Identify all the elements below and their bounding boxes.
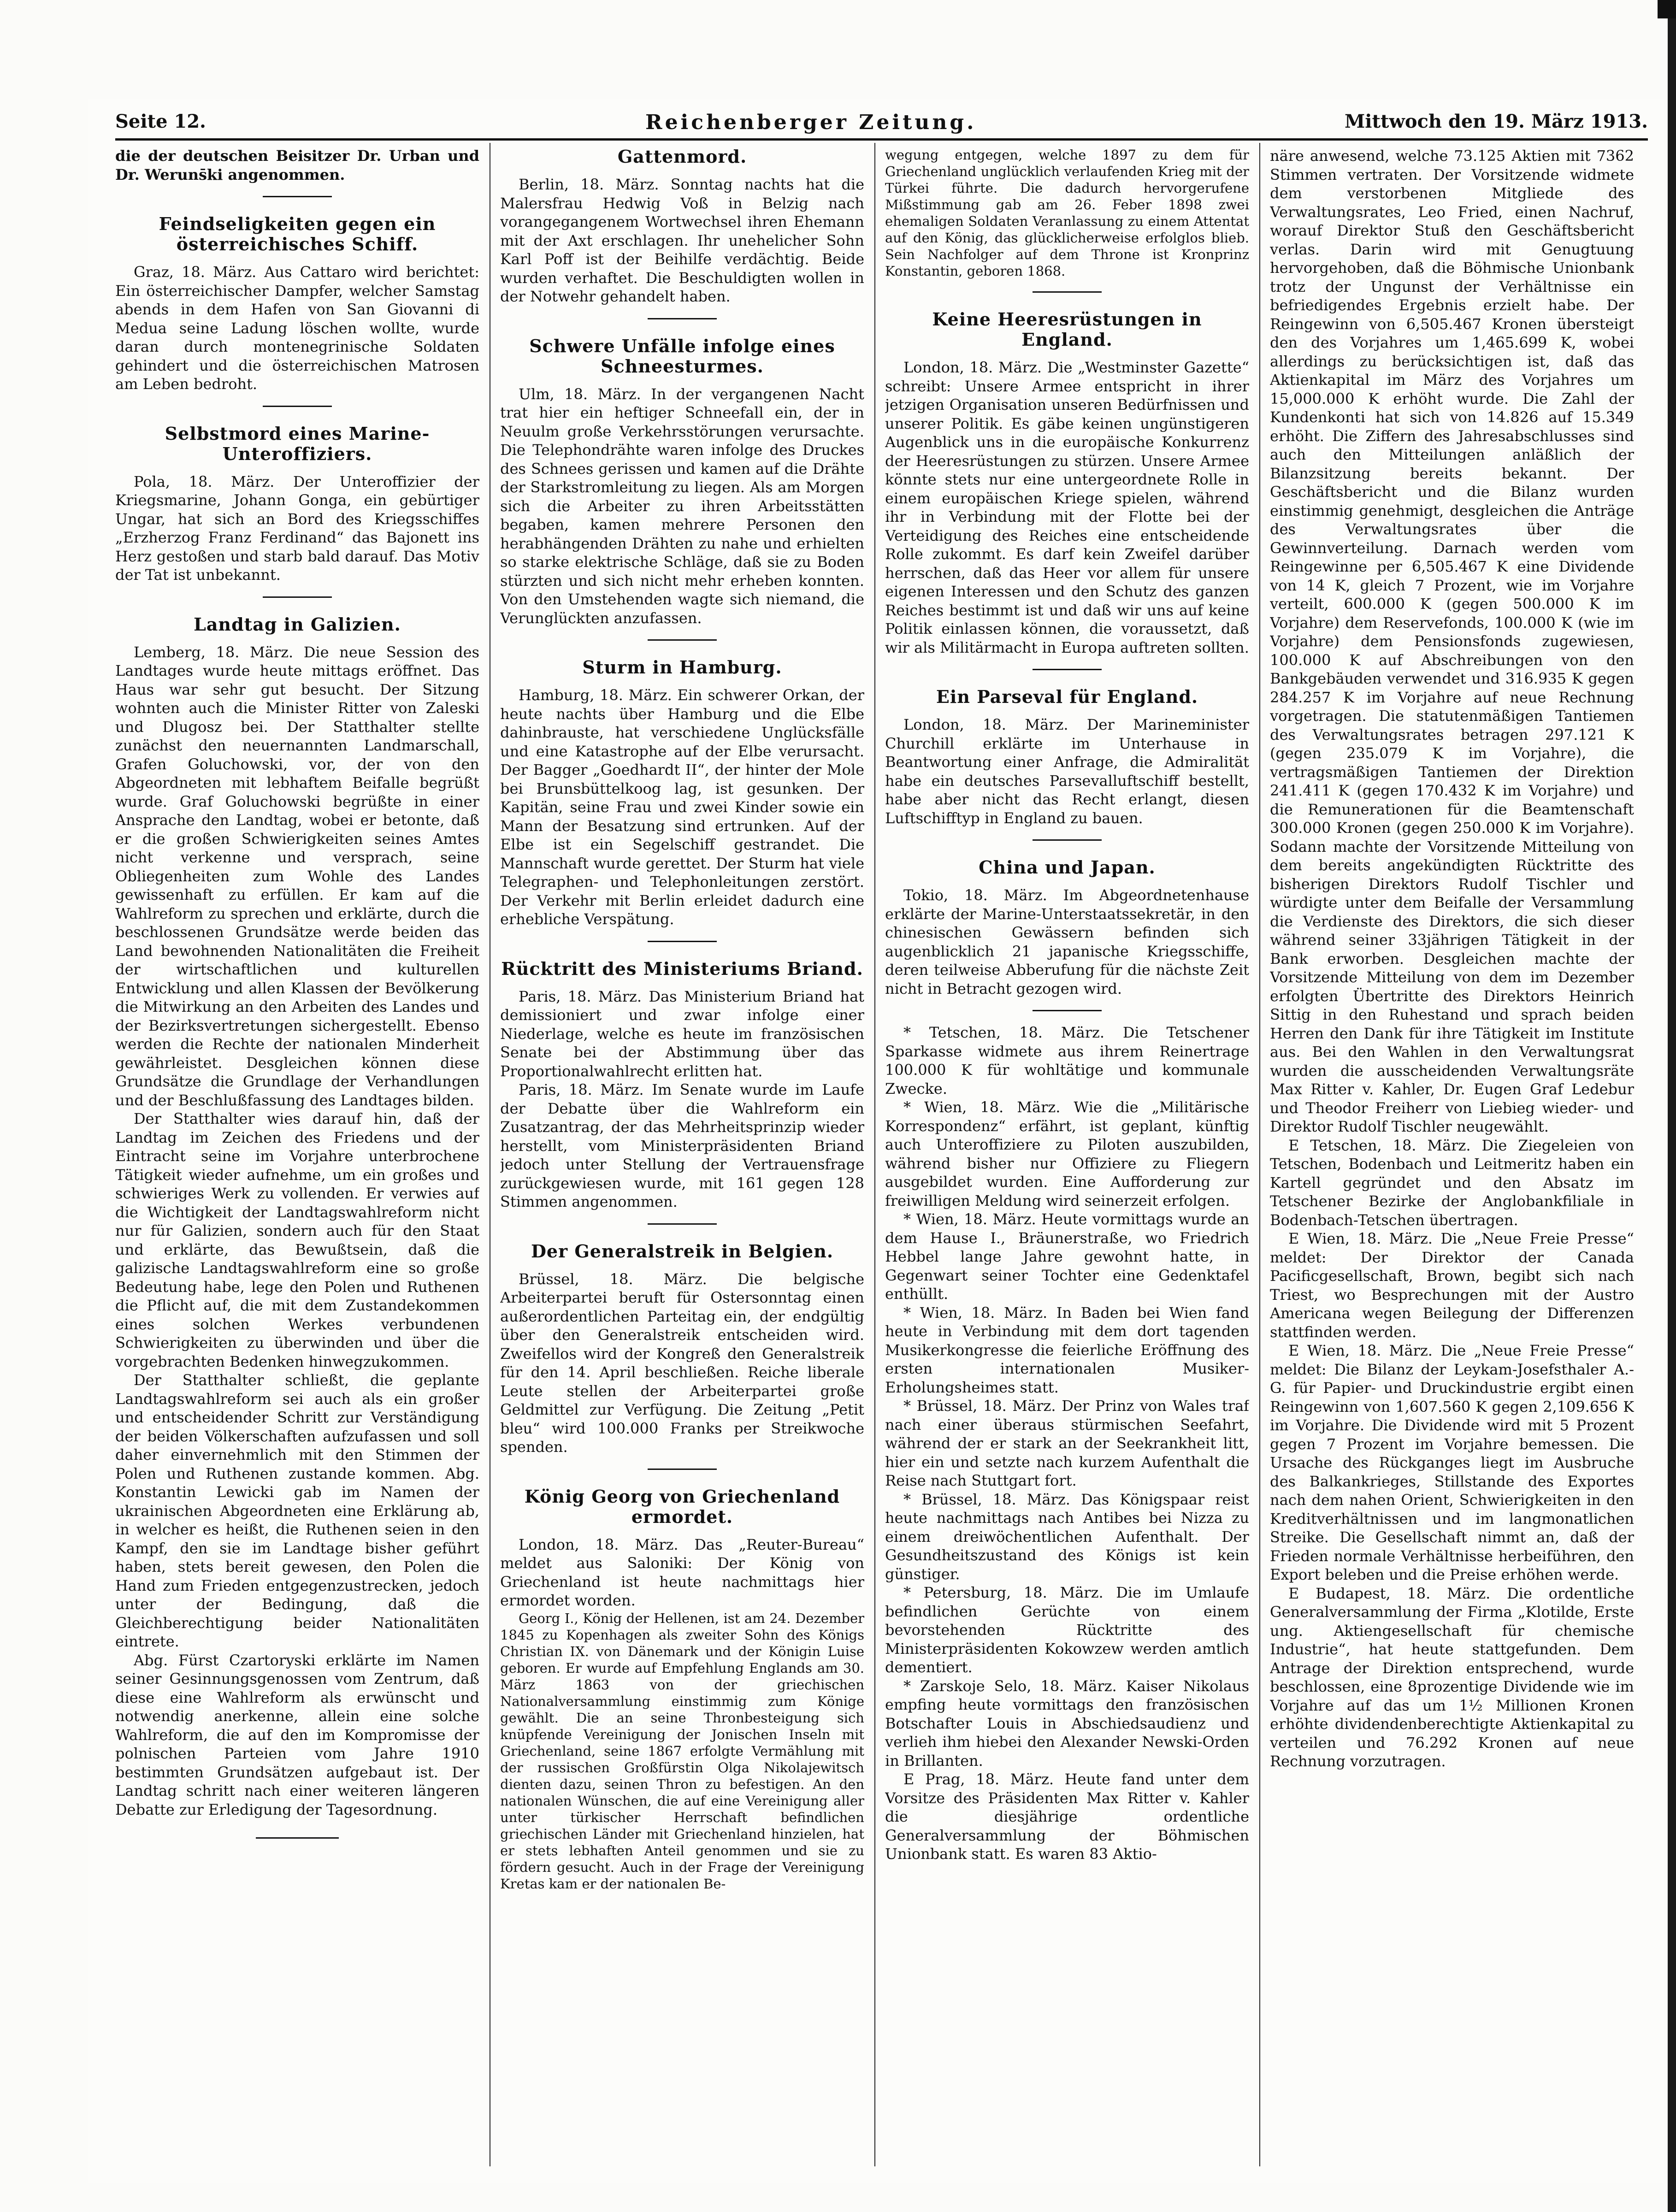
- article-text: Paris, 18. März. Im Senate wurde im Laufe der Debatte über die Wahlreform ein Zusatzantrag, der das Mehrheitsprinzip wieder herstellt, vom Ministerpräsidenten Briand jedoch unter Stellung der Vertrauensfrage zurückgewiesen wurde, mit 161 gegen 128 Stimmen angenommen.: [500, 1081, 864, 1210]
- column-divider: [874, 143, 875, 2166]
- headline: Selbstmord eines Marine-Unteroffiziers.: [165, 423, 430, 464]
- headline: Feindseligkeiten gegen ein österreichisches Schiff.: [159, 213, 436, 254]
- news-item: E Wien, 18. März. Die „Neue Freie Presse“ meldet: Die Bilanz der Leykam-Josefsthaler A.-G. für Papier- und Druckindustrie ergibt einen Reingewinn von 1,607.560 K gegen 2,109.656 K im Vorjahre. Die Dividende wird mit 5 Prozent gegen 7 Prozent im Vorjahre bemessen. Die Ursache des Rückganges liegt im Ausbruche des Balkankrieges, Stillstande des Exportes nach dem nahen Orient, Schwierigkeiten in den Kreditverhältnissen und im langmonatlichen Streike. Die Gesellschaft nimmt an, daß der Frieden normale Verhältnisse herbeiführen, den Export beleben und die Preise erhöhen werde.: [1270, 1342, 1634, 1583]
- news-item: * Brüssel, 18. März. Das Königspaar reist heute nachmittags nach Antibes bei Nizza zu einem dreiwöchentlichen Aufenthalt. Der Gesundheitszustand des Königs ist kein günstiger.: [885, 1490, 1249, 1583]
- column-2: [500, 147, 864, 2152]
- article-separator: [1033, 291, 1102, 293]
- news-item: E Tetschen, 18. März. Die Ziegeleien von Tetschen, Bodenbach und Leitmeritz haben ein Kartell gegründet und den Absatz im Tetschener Bezirke der Anglobankfiliale in Bodenbach-Tetschen übertragen.: [1270, 1136, 1634, 1229]
- continued-text: wegung entgegen, welche 1897 zu dem für Griechenland unglücklich verlaufenden Krieg mit der Türkei führte. Die dadurch hervorgerufene Mißstimmung gab am 26. Feber 1898 zwei ehemaligen Soldaten Veranlassung zu einem Attentat auf den König, das glücklicherweise erfolglos blieb. Sein Nachfolger auf dem Throne ist Kronprinz Konstantin, geboren 1868.: [885, 147, 1249, 279]
- news-item: * Wien, 18. März. Wie die „Militärische Korrespondenz“ erfährt, ist geplant, künftig auch Unteroffiziere zu Piloten auszubilden, während bisher nur Offiziere zu Fliegern ausgebildet wurden. Eine Aufforderung zur freiwilligen Meldung wird seinerzeit erfolgen.: [885, 1098, 1249, 1209]
- news-item: E Budapest, 18. März. Die ordentliche Generalversammlung der Firma „Klotilde, Erste ung. Aktiengesellschaft für chemische Industrie“, hat heute stattgefunden. Dem Antrage der Direktion entsprechend, wurde beschlossen, eine 8prozentige Dividende wie im Vorjahre auf das um 1½ Millionen Kronen erhöhte dividendenberechtigte Aktienkapital zu verteilen und 76.292 Kronen auf neue Rechnung vorzutragen.: [1270, 1584, 1634, 1770]
- article-separator: [648, 318, 717, 319]
- news-item: * Tetschen, 18. März. Die Tetschener Sparkasse widmete aus ihrem Reinertrage 100.000 K für wohltätige und kommunale Zwecke.: [885, 1024, 1249, 1097]
- news-item: * Petersburg, 18. März. Die im Umlaufe befindlichen Gerüchte von einem bevorstehenden Rücktritte des Ministerpräsidenten Kokowzew werden amtlich dementiert.: [885, 1584, 1249, 1676]
- column-divider: [1259, 143, 1260, 2166]
- column-1: [115, 147, 479, 2152]
- article-text: Pola, 18. März. Der Unteroffizier der Kriegsmarine, Johann Gonga, ein gebürtiger Ungar, hat sich an Bord des Kriegsschiffes „Erzherzog Franz Ferdinand“ das Bajonett ins Herz gestoßen und starb bald darauf. Das Motiv der Tat ist unbekannt.: [115, 472, 479, 584]
- headline: China und Japan.: [979, 857, 1156, 878]
- headline: Keine Heeresrüstungen in England.: [932, 309, 1202, 350]
- article-separator: [648, 1469, 717, 1470]
- news-item: * Zarskoje Selo, 18. März. Kaiser Nikolaus empfing heute vormittags den französischen Botschafter Louis in Abschiedsaudienz und verlieh ihm hiebei den Alexander Newski-Orden in Brillanten.: [885, 1677, 1249, 1770]
- scan-corner: [1658, 0, 1676, 18]
- continued-text: die der deutschen Beisitzer Dr. Urban und Dr. Weruns̄ki angenommen.: [115, 147, 479, 183]
- headline: Ein Parseval für England.: [936, 686, 1198, 707]
- article-text: Tokio, 18. März. Im Abgeordnetenhause erklärte der Marine-Unterstaatssekretär, in den chinesischen Gewässern befinden sich augenblicklich 21 japanische Kriegsschiffe, deren teilweise Abberufung für die nächste Zeit nicht in Betracht gezogen wird.: [885, 886, 1249, 997]
- news-item: * Brüssel, 18. März. Der Prinz von Wales traf nach einer überaus stürmischen Seefahrt, während der er stark an der Seekrankheit litt, hier ein und setzte nach kurzem Aufenthalt die Reise nach Stuttgart fort.: [885, 1397, 1249, 1489]
- continued-text: näre anwesend, welche 73.125 Aktien mit 7362 Stimmen vertraten. Der Vorsitzende widmete dem verstorbenen Mitgliede des Verwaltungsrates, Leo Fried, einen Nachruf, worauf Direktor Stuß den Geschäftsbericht verlas. Darin wird mit Genugtuung hervorgehoben, daß die Böhmische Unionbank trotz der Ungunst der Verhältnisse ein befriedigendes Ergebnis erzielt habe. Der Reingewinn von 6,505.467 Kronen übersteigt den des Vorjahres um 1,465.699 K, wobei allerdings zu berücksichtigen ist, daß das Aktienkapital im März des Vorjahres um 15,000.000 K erhöht wurde. Die Zahl der Kundenkonti hat sich von 14.826 auf 15.349 erhöht. Die Ziffern des Jahresabschlusses sind auch den Mitteilungen anläßlich der Bilanzsitzung bereits bekannt. Der Geschäftsbericht und die Bilanz wurden einstimmig genehmigt, desgleichen die Anträge des Verwaltungsrates über die Gewinnverteilung. Darnach werden vom Reingewinne per 6,505.467 K eine Dividende von 14 K, gleich 7 Prozent, wie im Vorjahre verteilt, 600.000 K (gegen 500.000 K im Vorjahre) dem Reservefonds, 100.000 K (wie im Vorjahre) dem Pensionsfonds zugewiesen, 100.000 K auf Abschreibungen von den Bankgebäuden verwendet und 316.935 K gegen 284.257 K im Vorjahre auf neue Rechnung vorgetragen. Die statutenmäßigen Tantiemen des Verwaltungsrates betragen 297.121 K (gegen 235.079 K im Vorjahre), die vertragsmäßigen Tantiemen der Direktion 241.411 K (gegen 170.432 K im Vorjahre) und die Remunerationen für die Beamtenschaft 300.000 Kronen (gegen 250.000 K im Vorjahre). Sodann machte der Vorsitzende Mitteilung von dem bereits angekündigten Rücktritte des bisherigen Direktors Rudolf Tischler und würdigte unter dem Beifalle der Versammlung die Verdienste des Direktors, die sich dieser während seiner 33jährigen Tätigkeit in der Bank erworben. Desgleichen machte der Vorsitzende Mitteilung von dem im Dezember erfolgten Übertritte des Direktors Heinrich Sittig in den Ruhestand und sprach beiden Herren den Dank für ihre Tätigkeit im Institute aus. Bei den Wahlen in den Verwaltungsrat wurden die ausscheidenden Verwaltungsräte Max Ritter v. Kahler, Dr. Eugen Graf Ledebur und Theodor Freiherr von Liebieg wieder- und Direktor Rudolf Tischler neugewählt.: [1270, 147, 1634, 1135]
- headline: Rücktritt des Ministeriums Briand.: [501, 958, 863, 979]
- article-text: Hamburg, 18. März. Ein schwerer Orkan, der heute nachts über Hamburg und die Elbe dahinbrauste, hat verschiedene Unglücksfälle und eine Katastrophe auf der Elbe verursacht. Der Bagger „Goedhardt II“, der hinter der Mole bei Brunsbüttelkoog lag, ist gesunken. Der Kapitän, seine Frau und zwei Kinder sowie ein Mann der Besatzung sind ertrunken. Auf der Elbe ist ein Segelschiff gestrandet. Die Mannschaft wurde gerettet. Der Sturm hat viele Telegraphen- und Telephonleitungen zerstört. Der Verkehr mit Berlin erleidet dadurch eine erhebliche Verspätung.: [500, 686, 864, 928]
- newspaper-title: Reichenberger Zeitung.: [645, 111, 977, 134]
- article-text: Graz, 18. März. Aus Cattaro wird berichtet: Ein österreichischer Dampfer, welcher Samstag abends in dem Hafen von San Giovanni di Medua seine Ladung löschen wollte, wurde daran durch montenegrinische Soldaten gehindert und die österreichischen Matrosen am Leben bedroht.: [115, 263, 479, 393]
- news-item: * Wien, 18. März. Heute vormittags wurde an dem Hause I., Bräunerstraße, wo Friedrich Hebbel lange Jahre gewohnt hatte, in Gegenwart seiner Tochter eine Gedenktafel enthüllt.: [885, 1210, 1249, 1303]
- article-text: Lemberg, 18. März. Die neue Session des Landtages wurde heute mittags eröffnet. Das Haus war sehr gut besucht. Der Sitzung wohnten auch die Minister Ritter von Zaleski und Dlugosz bei. Der Statthalter stellte zunächst den neuernannten Landmarschall, Grafen Goluchowski, vor, der von den Abgeordneten mit lebhaftem Beifalle begrüßt wurde. Graf Goluchowski begrüßte in einer Ansprache den Landtag, wobei er betonte, daß er die großen Schwierigkeiten seines Amtes nicht verkenne und versprach, seine Obliegenheiten zum Wohle des Landes gewissenhaft zu erfüllen. Er kam auf die Wahlreform zu sprechen und erklärte, durch die beschlossenen Grundsätze werde beiden das Land bewohnenden Nationalitäten die Freiheit der wirtschaftlichen und kulturellen Entwicklung und allen Klassen der Bevölkerung die Mitwirkung an den Arbeiten des Landes und der Bezirksvertretungen sichergestellt. Ebenso werden die Rechte der nationalen Minderheit gewährleistet. Desgleichen können diese Grundsätze die Grundlage der Verhandlungen und der Beschlußfassung des Landtages bilden.: [115, 643, 479, 1109]
- article-text: Paris, 18. März. Das Ministerium Briand hat demissioniert und zwar infolge einer Niederlage, welche es heute im französischen Senate bei der Abstimmung über das Proportionalwahlrecht erlitten hat.: [500, 987, 864, 1080]
- article-text: London, 18. März. Die „Westminster Gazette“ schreibt: Unsere Armee entspricht in ihrer jetzigen Organisation unseren Bedürfnissen und unserer Politik. Es gäbe keinen ungünstigeren Augenblick uns in die europäische Konkurrenz der Heeresrüstungen zu stürzen. Unsere Armee könnte stets nur eine untergeordnete Rolle in einem europäischen Kriege spielen, während ihr in Verbindung mit der Flotte bei der Verteidigung des Reiches eine entscheidende Rolle zukommt. Es darf kein Zweifel darüber herrschen, daß das Heer vor allem für unsere eigenen Interessen und den Schutz des ganzen Reiches bestimmt ist und daß wir uns auf keine Politik einlassen können, die voraussetzt, daß wir als Militärmacht in Europa auftreten sollten.: [885, 359, 1249, 656]
- article-separator: [263, 196, 332, 197]
- page-number: Seite 12.: [115, 111, 206, 132]
- issue-date: Mittwoch den 19. März 1913.: [1344, 111, 1648, 132]
- article-text: London, 18. März. Der Marineminister Churchill erklärte im Unterhause in Beantwortung einer Anfrage, die Admiralität habe ein deutsches Parsevalluftschiff bestellt, habe aber nicht das Recht erlangt, diesen Luftschifftyp in England zu bauen.: [885, 716, 1249, 827]
- article-separator: [1033, 1010, 1102, 1011]
- headline: Landtag in Galizien.: [194, 613, 401, 635]
- article-separator: [648, 941, 717, 942]
- headline: Sturm in Hamburg.: [582, 657, 782, 678]
- end-rule: [256, 1837, 339, 1839]
- article-text: Abg. Fürst Czartoryski erklärte im Namen seiner Gesinnungsgenossen vom Zentrum, daß diese eine Wahlreform als erwünscht und notwendig anerkenne, allein eine solche Wahlreform, die auf den im Kompromisse der polnischen Parteien vom Jahre 1910 bestimmten Grundsätzen aufgebaut ist. Der Landtag schritt nach einer weiteren längeren Debatte zur Erledigung der Tagesordnung.: [115, 1651, 479, 1818]
- headline: König Georg von Griechenland ermordet.: [524, 1486, 840, 1527]
- page-header: [115, 111, 1648, 138]
- article-separator: [263, 406, 332, 407]
- article-text: Der Statthalter wies darauf hin, daß der Landtag im Zeichen des Friedens und der Eintracht seine im Vorjahre unterbrochene Tätigkeit wieder aufnehme, um ein großes und schwieriges Werk zu vollenden. Er verwies auf die Wichtigkeit der Landtagswahlreform nicht nur für Galizien, sondern auch für den Staat und erklärte, das Bewußtsein, daß die galizische Landtagswahlreform eine so große Bedeutung habe, lege den Polen und Ruthenen die Pflicht auf, die mit dem Zustandekommen eines solchen Werkes verbundenen Schwierigkeiten zu überwinden und über die vorgebrachten Bedenken hinwegzukommen.: [115, 1110, 479, 1370]
- article-separator: [1033, 839, 1102, 841]
- article-text: London, 18. März. Das „Reuter-Bureau“ meldet aus Saloniki: Der König von Griechenland ist heute nachmittags hier ermordet worden.: [500, 1535, 864, 1609]
- headline: Der Generalstreik in Belgien.: [531, 1240, 834, 1262]
- article-text: Georg I., König der Hellenen, ist am 24. Dezember 1845 zu Kopenhagen als zweiter Sohn des Königs Christian IX. von Dänemark und der Königin Luise geboren. Er wurde auf Empfehlung Englands am 30. März 1863 von der griechischen Nationalversammlung einstimmig zum Könige gewählt. Die an seine Thronbesteigung sich knüpfende Vereinigung der Jonischen Inseln mit Griechenland, seine 1867 erfolgte Vermählung mit der russischen Großfürstin Olga Nikolajewitsch dienten dazu, seinen Thron zu befestigen. An den nationalen Wünschen, die auf eine Vereinigung aller unter türkischer Herrschaft befindlichen griechischen Länder mit Griechenland hinzielen, hat er stets lebhaften Anteil genommen und sie zu fördern gesucht. Auch in der Frage der Vereinigung Kretas kam er der nationalen Be-: [500, 1610, 864, 1892]
- headline: Gattenmord.: [617, 147, 747, 167]
- column-3: [885, 147, 1249, 2152]
- news-item: E Wien, 18. März. Die „Neue Freie Presse“ meldet: Der Direktor der Canada Pacificgesellschaft, Brown, begibt sich nach Triest, wo Besprechungen mit der Austro Americana wegen Beilegung der Differenzen stattfinden werden.: [1270, 1230, 1634, 1341]
- news-item: * Wien, 18. März. In Baden bei Wien fand heute in Verbindung mit dem dort tagenden Musikerkongresse die feierliche Eröffnung des ersten internationalen Musiker-Erholungsheimes statt.: [885, 1304, 1249, 1396]
- news-item: E Prag, 18. März. Heute fand unter dem Vorsitze des Präsidenten Max Ritter v. Kahler die diesjährige ordentliche Generalversammlung der Böhmischen Unionbank statt. Es waren 83 Aktio-: [885, 1770, 1249, 1863]
- headline: Schwere Unfälle infolge eines Schneesturmes.: [529, 335, 835, 377]
- article-separator: [648, 1223, 717, 1225]
- article-text: Brüssel, 18. März. Die belgische Arbeiterpartei beruft für Ostersonntag einen außerordentlichen Parteitag ein, der endgültig über den Generalstreik entscheiden wird. Zweifellos wird der Kongreß den Generalstreik für den 14. April beschließen. Reiche liberale Leute stellen der Arbeiterpartei große Geldmittel zur Verfügung. Die Zeitung „Petit bleu“ wird 100.000 Franks per Streikwoche spenden.: [500, 1270, 864, 1456]
- article-text: Der Statthalter schließt, die geplante Landtagswahlreform sei auch als ein großer und entscheidender Schritt zur Verständigung der beiden Völkerschaften aufzufassen und soll daher einvernehmlich mit den Stimmen der Polen und Ruthenen zustande kommen. Abg. Konstantin Lewicki gab im Namen der ukrainischen Abgeordneten eine Erklärung ab, in welcher es heißt, die Ruthenen seien in den Kampf, den sie im Landtage bisher geführt haben, stets bereit gewesen, den Polen die Hand zum Frieden entgegenzustrecken, jedoch unter der Bedingung, daß die Gleichberechtigung beider Nationalitäten eintrete.: [115, 1371, 479, 1650]
- column-4: [1270, 147, 1634, 2152]
- article-text: Ulm, 18. März. In der vergangenen Nacht trat hier ein heftiger Schneefall ein, der in Neuulm große Verkehrsstörungen verursachte. Die Telephondrähte waren infolge des Druckes des Schnees gerissen und kamen auf die Drähte der Starkstromleitung zu liegen. Als am Morgen sich die Arbeiter zu ihren Arbeitsstätten begaben, kamen mehrere Personen den herabhängenden Drähten zu nahe und erhielten so starke elektrische Schläge, daß sie zu Boden stürzten und sich nicht mehr erheben konnten. Von den Umstehenden wagte sich niemand, die Verunglückten anzufassen.: [500, 385, 864, 627]
- article-text: Berlin, 18. März. Sonntag nachts hat die Malersfrau Hedwig Voß in Belzig nach vorangegangenem Wortwechsel ihren Ehemann mit der Axt erschlagen. Ihr unehelicher Sohn Karl Poff ist der Beihilfe verdächtig. Beide wurden verhaftet. Die Beschuldigten wollen in der Notwehr gehandelt haben.: [500, 176, 864, 305]
- header-rule: [115, 138, 1648, 141]
- scan-border: [1668, 0, 1676, 2212]
- article-separator: [1033, 669, 1102, 670]
- article-separator: [263, 596, 332, 598]
- article-separator: [648, 639, 717, 641]
